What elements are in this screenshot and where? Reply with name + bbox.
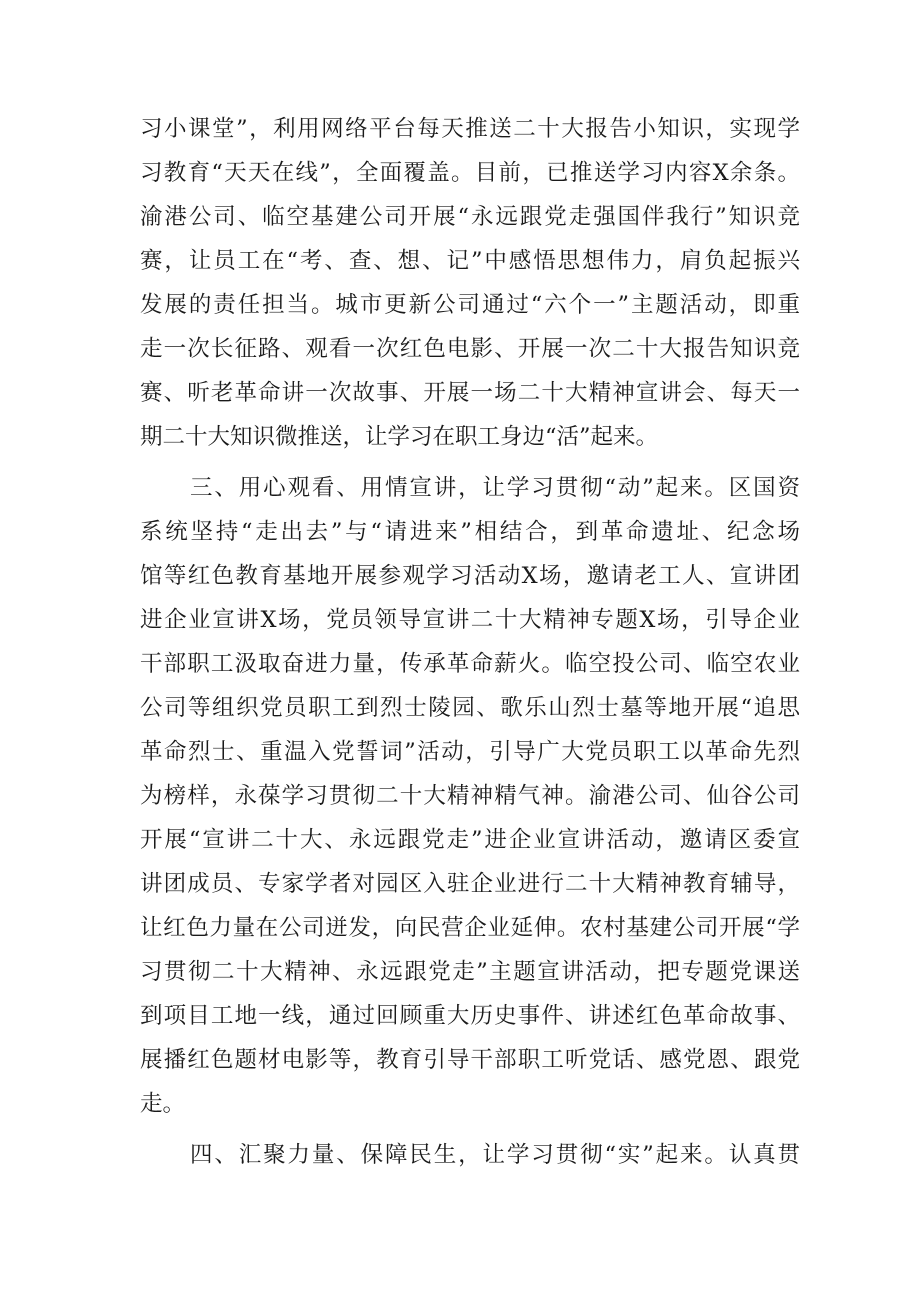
text-line: 馆等红色教育基地开展参观学习活动X场，邀请老工人、宣讲团 (140, 563, 800, 589)
text-line: 系统坚持“走出去”与“请进来”相结合，到革命遗址、纪念场 (140, 519, 800, 545)
text-line: 走一次长征路、观看一次红色电影、开展一次二十大报告知识竞 (140, 336, 800, 362)
text-line: 赛、听老革命讲一次故事、开展一场二十大精神宣讲会、每天一 (140, 380, 800, 406)
section-heading-line: 四、汇聚力量、保障民生，让学习贯彻“实”起来。认真贯 (190, 1142, 800, 1168)
text-line: 习小课堂”，利用网络平台每天推送二十大报告小知识，实现学 (140, 116, 800, 142)
text-line: 走。 (140, 1091, 186, 1117)
text-line: 进企业宣讲X场，党员领导宣讲二十大精神专题X场，引导企业 (140, 607, 800, 633)
text-line: 干部职工汲取奋进力量，传承革命薪火。临空投公司、临空农业 (140, 651, 800, 677)
text-line: 习教育“天天在线”，全面覆盖。目前，已推送学习内容X余条。 (140, 160, 800, 186)
text-line: 发展的责任担当。城市更新公司通过“六个一”主题活动，即重 (140, 292, 800, 318)
text-line: 为榜样，永葆学习贯彻二十大精神精气神。渝港公司、仙谷公司 (140, 783, 800, 809)
text-line: 开展“宣讲二十大、永远跟党走”进企业宣讲活动，邀请区委宣 (140, 827, 800, 853)
text-line: 展播红色题材电影等，教育引导干部职工听党话、感党恩、跟党 (140, 1047, 800, 1073)
text-line: 讲团成员、专家学者对园区入驻企业进行二十大精神教育辅导， (140, 871, 800, 897)
text-line: 渝港公司、临空基建公司开展“永远跟党走强国伴我行”知识竞 (140, 204, 800, 230)
text-line: 到项目工地一线，通过回顾重大历史事件、讲述红色革命故事、 (140, 1003, 800, 1029)
text-line: 期二十大知识微推送，让学习在职工身边“活”起来。 (140, 424, 659, 450)
text-line: 赛，让员工在“考、查、想、记”中感悟思想伟力，肩负起振兴 (140, 248, 800, 274)
text-line: 革命烈士、重温入党誓词”活动，引导广大党员职工以革命先烈 (140, 739, 800, 765)
section-heading-line: 三、用心观看、用情宣讲，让学习贯彻“动”起来。区国资 (190, 475, 800, 501)
text-line: 公司等组织党员职工到烈士陵园、歌乐山烈士墓等地开展“追思 (140, 695, 800, 721)
text-line: 让红色力量在公司迸发，向民营企业延伸。农村基建公司开展“学 (140, 915, 800, 941)
text-line: 习贯彻二十大精神、永远跟党走”主题宣讲活动，把专题党课送 (140, 959, 800, 985)
